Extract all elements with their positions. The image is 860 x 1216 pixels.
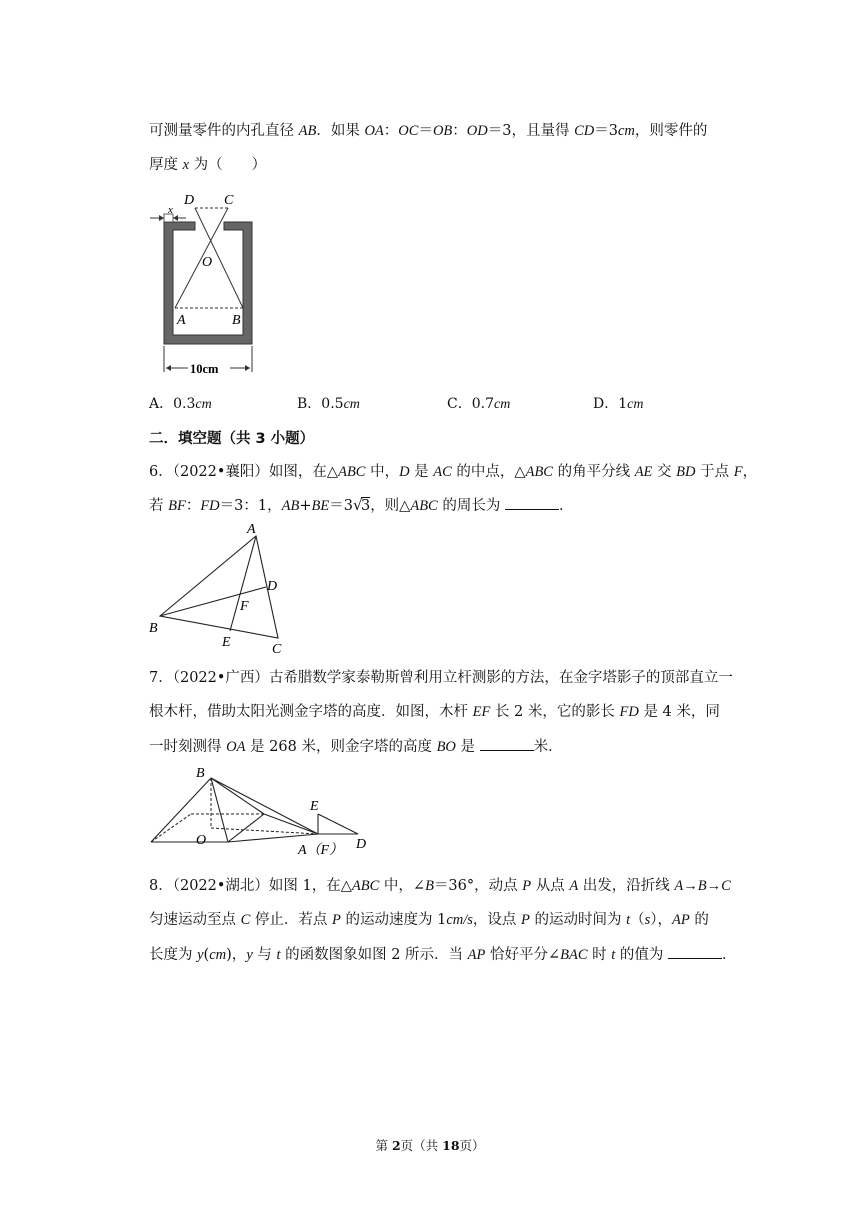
label-E: E: [310, 799, 319, 814]
answer-blank[interactable]: [480, 736, 534, 751]
section-title: 二．填空题（共 3 小题）: [149, 431, 315, 447]
q7-line1: 7．（2022•广西）古希腊数学家泰勒斯曾利用立杆测影的方法，在金字塔影子的顶部直立一: [149, 670, 733, 686]
sqrt-symbol: √ 3: [352, 496, 371, 514]
q8-line3: 长度为 y(cm)，y 与 t 的函数图象如图 2 所示．当 AP 恰好平分∠BAC 时 t 的值为 ．: [149, 944, 737, 965]
q7-line2: 根木杆，借助太阳光测金字塔的高度．如图，木杆 EF 长 2 米，它的影长 FD 是 4 米，同: [149, 704, 720, 720]
q5-figure: [148, 188, 283, 380]
label-D: D: [267, 579, 278, 594]
option-c[interactable]: C．0.7cm: [447, 396, 511, 412]
answer-blank[interactable]: [668, 944, 722, 959]
q8-line2: 匀速运动至点 C 停止．若点 P 的运动速度为 1cm/s，设点 P 的运动时间为 t（s），AP 的: [149, 912, 709, 928]
label-10cm: 10cm: [190, 362, 219, 376]
label-B: B: [149, 621, 158, 636]
label-B: B: [196, 766, 205, 781]
option-a[interactable]: A．0.3cm: [149, 396, 212, 412]
page-footer: 第 2页（共 18页）: [375, 1138, 485, 1153]
answer-blank[interactable]: [505, 495, 559, 510]
q5-line2: 厚度 x 为（ ）: [149, 157, 267, 173]
label-A: A: [177, 313, 186, 328]
q7-figure: [146, 764, 376, 856]
label-AF: A（F）: [298, 843, 344, 856]
label-D: D: [184, 193, 195, 208]
q8-line1: 8．（2022•湖北）如图 1，在△ABC 中，∠B＝36°，动点 P 从点 A 出发，沿折线 A→B→C: [149, 878, 731, 894]
q6-line2: 若 BF：FD＝3：1，AB+BE＝3 √ 3，则△ABC 的周长为 ．: [149, 496, 574, 514]
label-B: B: [232, 313, 241, 328]
q6-figure: [146, 520, 296, 656]
label-O: O: [196, 833, 207, 848]
label-E: E: [222, 635, 231, 650]
label-x: x: [168, 204, 173, 216]
label-C: C: [272, 642, 282, 656]
q5-line1: 可测量零件的内孔直径 AB．如果 OA：OC＝OB：OD＝3，且量得 CD＝3cm，则零件的: [149, 123, 708, 139]
label-A: A: [247, 522, 256, 537]
label-F: F: [240, 599, 249, 614]
label-C: C: [224, 193, 234, 208]
label-O: O: [202, 255, 213, 270]
q6-line1: 6．（2022•襄阳）如图，在△ABC 中，D 是 AC 的中点，△ABC 的角平分线 AE 交 BD 于点 F，: [149, 464, 758, 480]
option-b[interactable]: B．0.5cm: [297, 396, 360, 412]
q7-line3: 一时刻测得 OA 是 268 米，则金字塔的高度 BO 是 米．: [149, 736, 563, 757]
label-D: D: [356, 837, 367, 852]
option-d[interactable]: D．1cm: [593, 396, 644, 412]
